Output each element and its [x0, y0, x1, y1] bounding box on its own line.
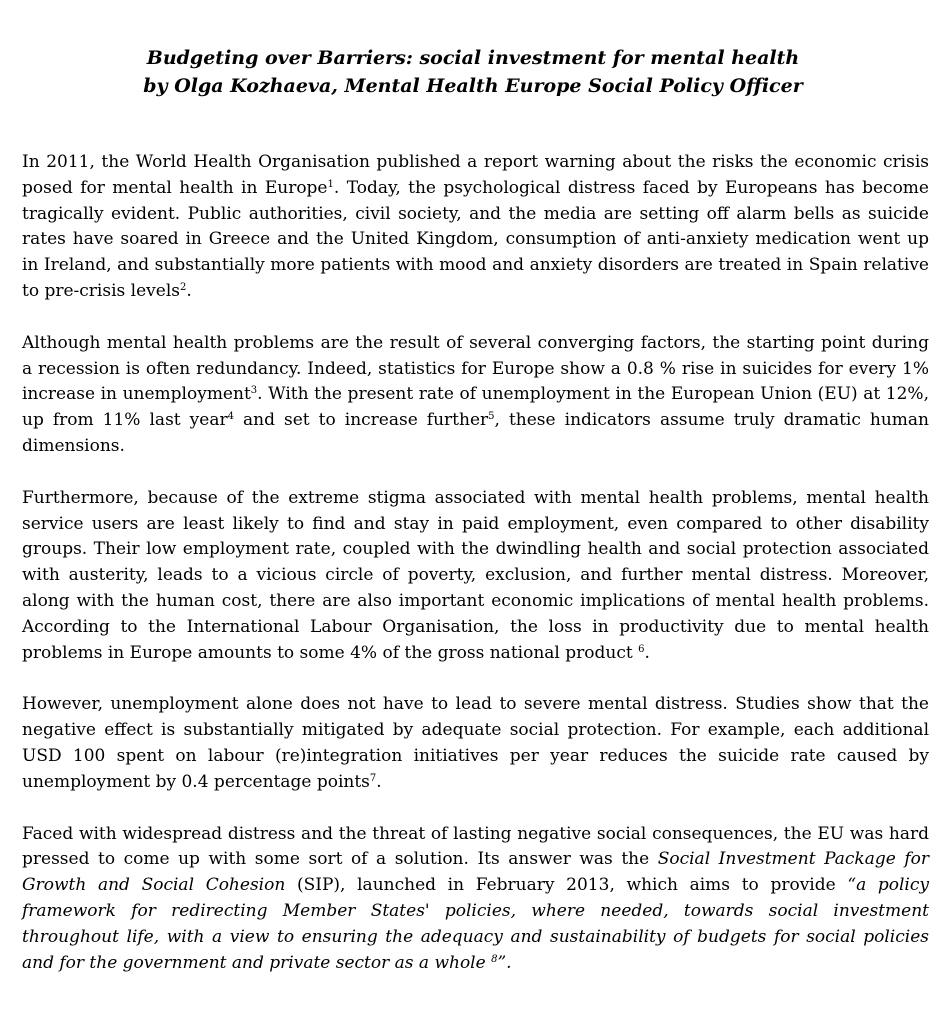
paragraph-1 — [22, 150, 929, 305]
sip-policy-quote-end: ”. — [497, 952, 512, 973]
article-body — [22, 150, 929, 1002]
sip-policy-quote: “a policy framework for redirecting Member States' policies, where needed, towards social investment throughout life, with a view to ensuring the adequacy and sustainability of budgets for social policies and for the government and private sector as a whole — [22, 875, 929, 973]
title-line-1: Budgeting over Barriers: social investment for mental health — [146, 47, 800, 69]
footnote-ref-8: 8 — [491, 953, 498, 965]
paragraph-2-text-b: . With the present rate of unemployment in the European Union (EU) at 12%, up from 11% last year — [22, 384, 929, 431]
footnote-ref-4: 4 — [227, 411, 234, 423]
footnote-ref-2: 2 — [179, 281, 187, 293]
paragraph-5 — [22, 822, 929, 977]
paragraph-4-text-a: However, unemployment alone does not have to lead to severe mental distress. Studies show that the negative effect is substantially mitigated by adequate social protection. For example, each additional USD 100 spent on labour (re)integration initiatives per year reduces the suicide rate caused by unemployment by 0.4 percentage points — [22, 694, 929, 792]
footnote-ref-1: 1 — [327, 178, 334, 190]
paragraph-3-text-a: Furthermore, because of the extreme stigma associated with mental health problems, mental health service users are least likely to find and stay in paid employment, even compared to other disability groups. Their low employment rate, coupled with the dwindling health and social protection associated with austerity, leads to a vicious circle of poverty, exclusion, and further mental distress. Moreover, along with the human cost, there are also important economic implications of mental health problems. According to the International Labour Organisation, the loss in productivity due to mental health problems in Europe amounts to some 4% of the gross national product — [22, 487, 929, 663]
paragraph-2-text-d: , these indicators assume truly dramatic human dimensions. — [22, 410, 930, 456]
paragraph-1-text-a: In 2011, the World Health Organisation published a report warning about the risks the economic crisis posed for mental health in Europe — [22, 152, 929, 198]
paragraph-2-text-a: Although mental health problems are the result of several converging factors, the starting point during a recession is often redundancy. Indeed, statistics for Europe show a 0.8 % rise in suicides for every 1% increase in unemployment — [22, 332, 929, 405]
footnote-ref-7: 7 — [369, 772, 377, 784]
paragraph-1-text-b: . Today, the psychological distress faced by Europeans has become tragically evident. Public authorities, civil society, and the media are setting off alarm bells as suicide rates have soared in Greece and the United Kingdom, consumption of anti-anxiety medication went up in Ireland, and substantially more patients with mood and anxiety disorders are treated in Spain relative to pre-crisis levels — [22, 177, 929, 301]
footnote-ref-6: 6 — [638, 643, 645, 655]
paragraph-2-text-c: and set to increase further — [233, 410, 489, 431]
paragraph-3-text-b: . — [644, 642, 650, 663]
sip-package-name: Social Investment Package for Growth and Social Cohesion — [22, 849, 929, 896]
paragraph-3 — [22, 486, 929, 667]
document-title — [0, 44, 946, 100]
title-line-2-byline: by Olga Kozhaeva, Mental Health Europe Social Policy Officer — [143, 75, 803, 97]
paragraph-2 — [22, 331, 929, 460]
paragraph-1-text-c: . — [186, 280, 192, 301]
paragraph-4 — [22, 692, 929, 795]
footnote-ref-3: 3 — [250, 385, 258, 397]
paragraph-4-text-b: . — [376, 771, 382, 792]
footnote-ref-5: 5 — [488, 411, 495, 423]
paragraph-5-text-b: (SIP), launched in February 2013, which aims to provide — [285, 875, 848, 896]
paragraph-5-text-a: Faced with widespread distress and the threat of lasting negative social consequences, the EU was hard pressed to come up with some sort of a solution. Its answer was the — [22, 823, 929, 870]
